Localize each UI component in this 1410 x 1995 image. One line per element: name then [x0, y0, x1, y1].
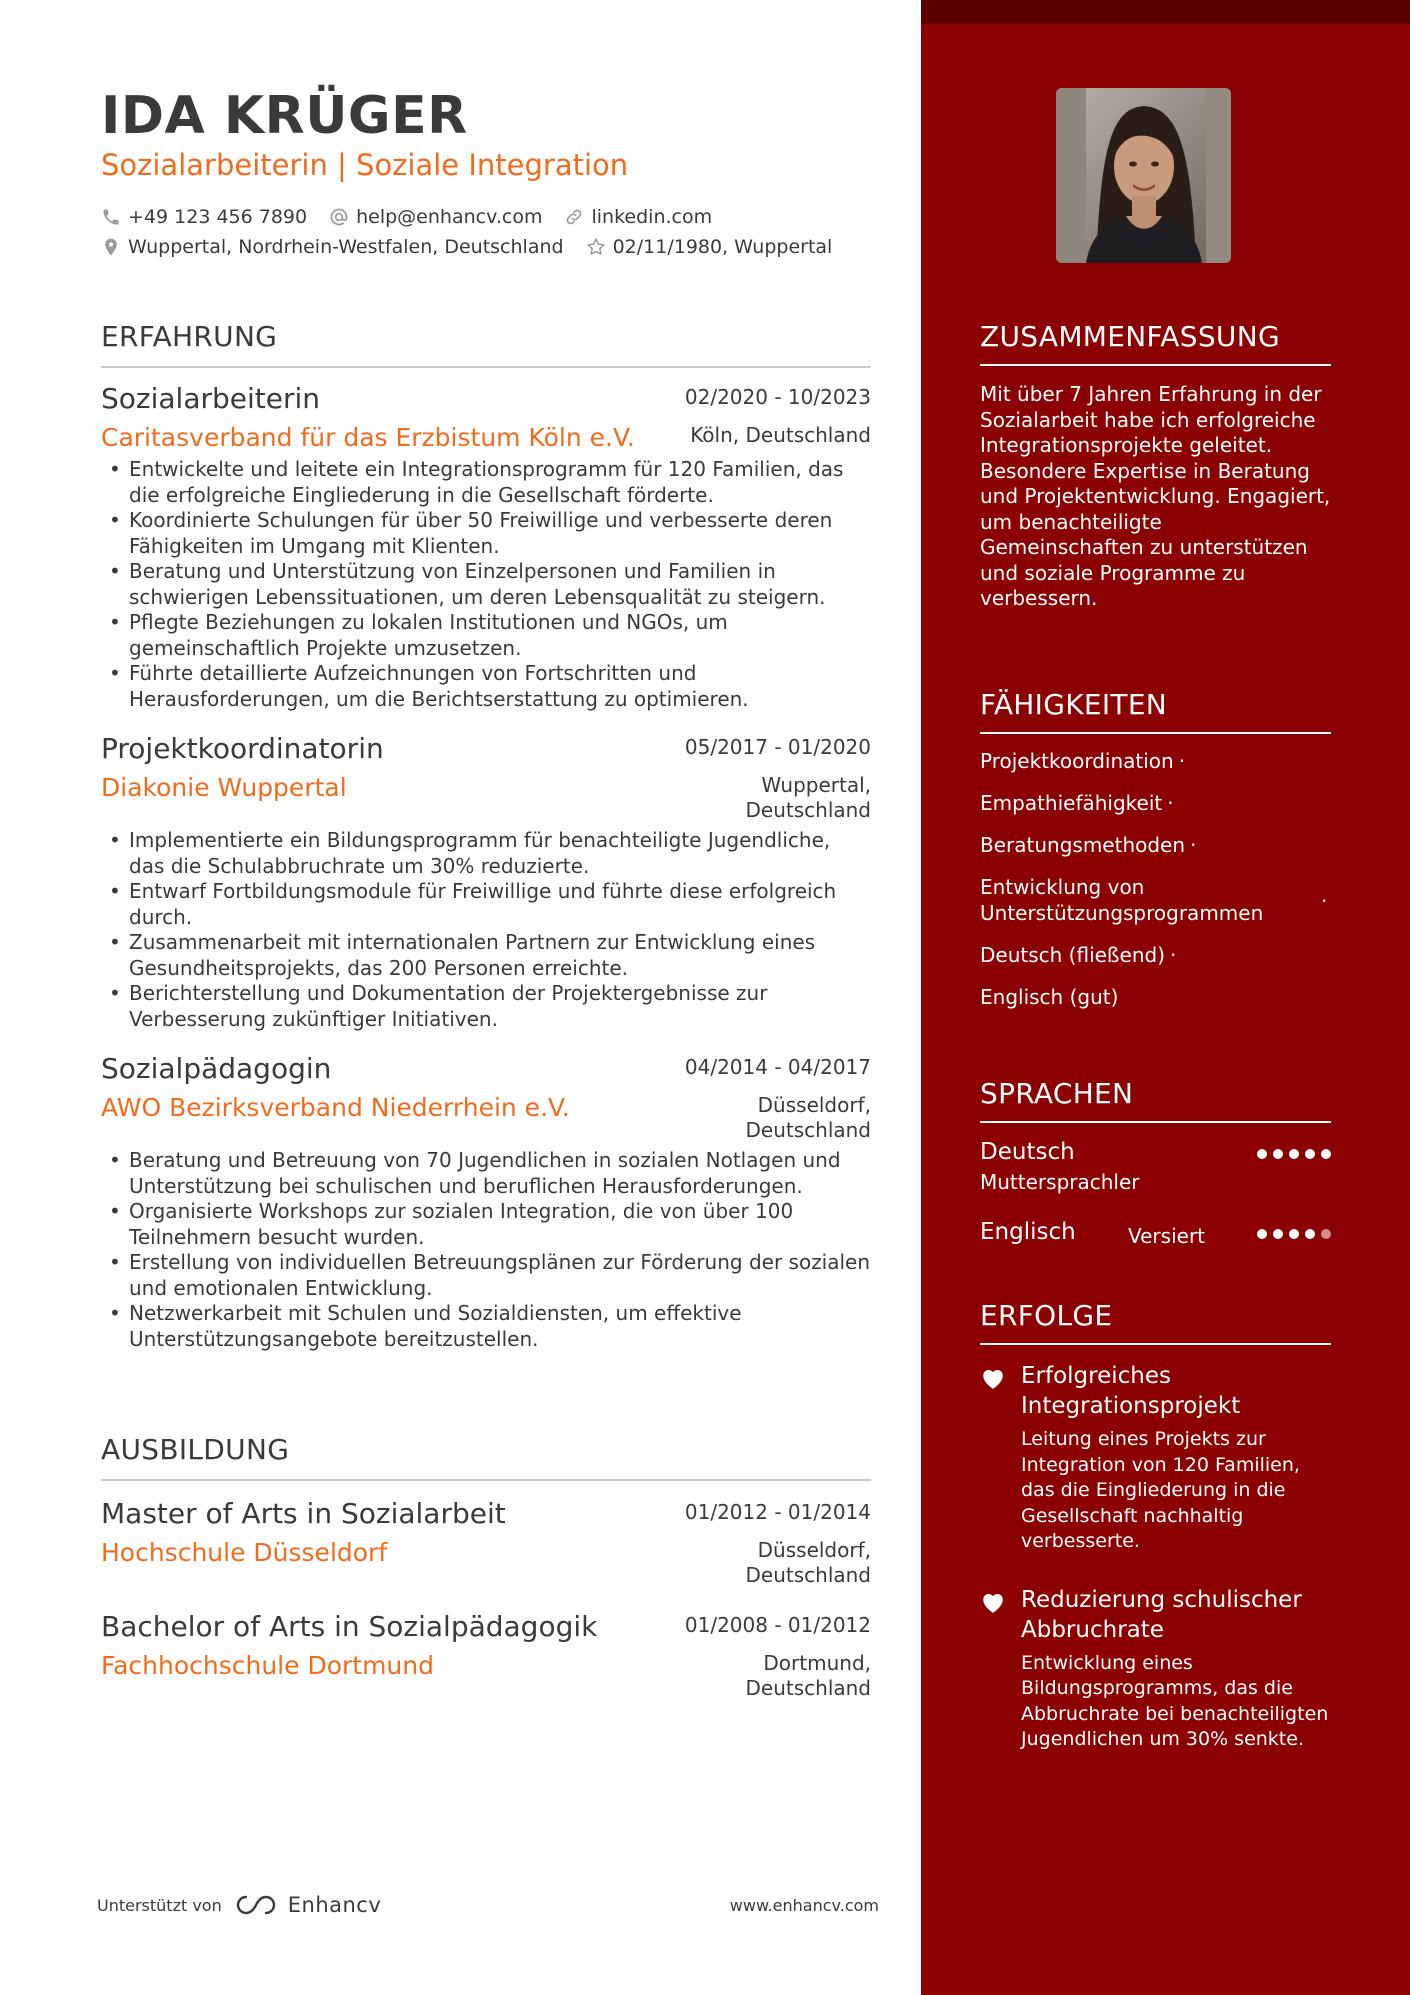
job-bullets	[101, 828, 871, 1032]
rating-dot-filled	[1289, 1149, 1299, 1159]
skill-label: Deutsch (fließend)	[980, 943, 1166, 967]
skill-label: Empathiefähigkeit	[980, 791, 1163, 815]
powered-by-text: Unterstützt von	[97, 1895, 222, 1915]
language-name: Englisch	[980, 1219, 1076, 1245]
language-rating	[1251, 1229, 1331, 1239]
edu-dates: 01/2008 - 01/2012	[684, 1613, 871, 1637]
rating-dot-filled	[1305, 1149, 1315, 1159]
job-role: Projektkoordinatorin	[101, 732, 384, 765]
school: Hochschule Düsseldorf	[101, 1538, 388, 1567]
language-level: Versiert	[1128, 1224, 1206, 1248]
profile-photo	[1056, 88, 1231, 263]
skill-item	[980, 942, 1331, 968]
job-organization: Caritasverband für das Erzbistum Köln e.V.	[101, 423, 635, 452]
bullet-item: • Entwickelte und leitete ein Integrationsprogramm für 120 Familien, das die erfolgreiche Eingliederung in die Gesellschaft förderte.	[101, 457, 871, 508]
rating-dot-empty	[1321, 1229, 1331, 1239]
education-entry	[101, 1497, 871, 1588]
skill-label: Englisch (gut)	[980, 985, 1119, 1009]
skill-item	[980, 984, 1331, 1010]
enhancv-logo-icon	[232, 1893, 280, 1917]
skill-item	[980, 874, 1328, 926]
experience-entry	[101, 1052, 871, 1352]
job-role: Sozialpädagogin	[101, 1052, 332, 1085]
degree: Master of Arts in Sozialarbeit	[101, 1497, 506, 1530]
language-level: Muttersprachler	[980, 1170, 1140, 1194]
experience-entry	[101, 732, 871, 1032]
star-icon	[586, 237, 606, 257]
bullet-item: • Berichterstellung und Dokumentation der Projektergebnisse zur Verbesserung zukünftiger Initiativen.	[101, 981, 871, 1032]
summary-heading: ZUSAMMENFASSUNG	[980, 320, 1331, 366]
contact-info	[101, 202, 854, 262]
rating-dot-filled	[1305, 1229, 1315, 1239]
skill-separator: ·	[1190, 833, 1197, 857]
skill-separator: ·	[1170, 943, 1177, 967]
language-name: Deutsch	[980, 1139, 1075, 1165]
sidebar	[921, 0, 1410, 1995]
rating-dot-filled	[1257, 1149, 1267, 1159]
achievement-desc: Leitung eines Projekts zur Integration von 120 Familien, das die Eingliederung in die Gesellschaft nachhaltig verbesserte.	[1021, 1428, 1300, 1552]
heart-icon	[980, 1590, 1006, 1614]
job-location: Düsseldorf, Deutschland	[745, 1093, 871, 1142]
bullet-item: • Erstellung von individuellen Betreuungsplänen zur Förderung der sozialen und emotionalen Entwicklung.	[101, 1250, 871, 1301]
location-pin-icon	[101, 237, 121, 257]
job-location: Köln, Deutschland	[690, 423, 871, 447]
linkedin-text: linkedin.com	[591, 206, 713, 228]
skills-list	[980, 748, 1331, 1010]
language-item	[980, 1139, 1331, 1219]
bullet-item: • Pflegte Beziehungen zu lokalen Institutionen und NGOs, um gemeinschaftlich Projekte umzusetzen.	[101, 610, 871, 661]
rating-dot-filled	[1289, 1229, 1299, 1239]
skill-label: Projektkoordination	[980, 749, 1174, 773]
birth-text: 02/11/1980, Wuppertal	[612, 236, 833, 258]
achievement-title: Erfolgreiches Integrationsprojekt	[1021, 1363, 1241, 1419]
candidate-title: Sozialarbeiterin | Soziale Integration	[101, 148, 629, 182]
bullet-item: • Entwarf Fortbildungsmodule für Freiwillige und führte diese erfolgreich durch.	[101, 879, 871, 930]
achievements-section	[980, 1299, 1331, 1753]
education-heading: AUSBILDUNG	[101, 1433, 871, 1481]
rating-dot-filled	[1273, 1229, 1283, 1239]
achievements-heading: ERFOLGE	[980, 1299, 1331, 1345]
bullet-item: • Führte detaillierte Aufzeichnungen von Fortschritten und Herausforderungen, um die Berichtserstattung zu optimieren.	[101, 661, 871, 712]
location-text: Wuppertal, Nordrhein-Westfalen, Deutschland	[128, 236, 564, 258]
at-icon	[329, 207, 349, 227]
candidate-name: IDA KRÜGER	[101, 86, 468, 146]
experience-entry	[101, 382, 871, 712]
bullet-item: • Koordinierte Schulungen für über 50 Freiwillige und verbesserte deren Fähigkeiten im Umgang mit Klienten.	[101, 508, 871, 559]
edu-location: Düsseldorf, Deutschland	[745, 1538, 871, 1587]
job-dates: 02/2020 - 10/2023	[684, 385, 871, 409]
job-dates: 04/2014 - 04/2017	[684, 1055, 871, 1079]
languages-section	[980, 1077, 1331, 1279]
skills-heading: FÄHIGKEITEN	[980, 688, 1331, 734]
job-organization: AWO Bezirksverband Niederrhein e.V.	[101, 1093, 570, 1122]
email-text: help@enhancv.com	[356, 206, 543, 228]
bullet-item: • Organisierte Workshops zur sozialen Integration, die von über 100 Teilnehmern besucht wurden.	[101, 1199, 871, 1250]
contact-birth	[586, 236, 833, 258]
skills-section	[980, 688, 1331, 1026]
languages-heading: SPRACHEN	[980, 1077, 1331, 1123]
edu-dates: 01/2012 - 01/2014	[684, 1500, 871, 1524]
powered-by	[97, 1893, 381, 1917]
contact-linkedin[interactable]	[564, 206, 712, 228]
skill-separator: ·	[1167, 791, 1174, 815]
job-location: Wuppertal, Deutschland	[745, 773, 871, 822]
experience-heading: ERFAHRUNG	[101, 320, 871, 368]
skill-separator: ·	[1178, 749, 1186, 773]
bullet-item: • Netzwerkarbeit mit Schulen und Sozialdiensten, um effektive Unterstützungsangebote bereitzustellen.	[101, 1301, 871, 1352]
job-role: Sozialarbeiterin	[101, 382, 321, 415]
rating-dot-filled	[1273, 1149, 1283, 1159]
profile-portrait	[1056, 88, 1231, 263]
skill-label: Beratungsmethoden	[980, 833, 1186, 857]
achievement-title: Reduzierung schulischer Abbruchrate	[1021, 1586, 1302, 1643]
skill-separator: ·	[1321, 889, 1328, 913]
summary-section	[980, 320, 1331, 612]
contact-location	[101, 236, 564, 258]
skill-item	[980, 832, 1331, 858]
bullet-item: • Implementierte ein Bildungsprogramm für benachteiligte Jugendliche, das die Schulabbruchrate um 30% reduzierte.	[101, 828, 871, 879]
edu-location: Dortmund, Deutschland	[745, 1651, 871, 1700]
bullet-item: • Beratung und Betreuung von 70 Jugendlichen in sozialen Notlagen und Unterstützung bei schulischen und beruflichen Herausforderungen.	[101, 1148, 871, 1199]
degree: Bachelor of Arts in Sozialpädagogik	[101, 1610, 598, 1643]
skill-label: Entwicklung von Unterstützungsprogrammen	[980, 875, 1264, 925]
job-bullets	[101, 457, 871, 712]
experience-section	[101, 320, 871, 1352]
skill-item	[980, 790, 1331, 816]
job-dates: 05/2017 - 01/2020	[684, 735, 871, 759]
contact-email[interactable]	[329, 206, 542, 228]
phone-icon	[101, 207, 121, 227]
brand-name: Enhancv	[287, 1893, 382, 1917]
phone-text: +49 123 456 7890	[128, 206, 308, 228]
rating-dot-filled	[1257, 1229, 1267, 1239]
heart-icon	[980, 1366, 1006, 1390]
bullet-item: • Zusammenarbeit mit internationalen Partnern zur Entwicklung eines Gesundheitsprojekts, das 200 Personen erreichte.	[101, 930, 871, 981]
school: Fachhochschule Dortmund	[101, 1651, 434, 1680]
footer	[97, 1893, 879, 1917]
skill-item	[980, 748, 1331, 774]
job-bullets	[101, 1148, 871, 1352]
education-section	[101, 1433, 871, 1701]
rating-dot-filled	[1321, 1149, 1331, 1159]
achievement-desc: Entwicklung eines Bildungsprogramms, das die Abbruchrate bei benachteiligten Jugendlichen um 30% senkte.	[1021, 1651, 1329, 1750]
education-entry	[101, 1610, 871, 1701]
link-icon	[564, 207, 584, 227]
language-rating	[1251, 1149, 1331, 1159]
contact-phone[interactable]	[101, 206, 307, 228]
footer-url[interactable]: www.enhancv.com	[729, 1895, 879, 1915]
summary-text: Mit über 7 Jahren Erfahrung in der Sozialarbeit habe ich erfolgreiche Integrationsprojekte geleitet. Besondere Expertise in Beratung und Projektentwicklung. Engagiert, um benachteiligte Gemeinschaften zu unterstützen und soziale Programme zu verbessern.	[980, 382, 1331, 610]
language-item	[980, 1219, 1331, 1279]
sidebar-top-band	[921, 0, 1410, 24]
job-organization: Diakonie Wuppertal	[101, 773, 347, 802]
achievement-item	[980, 1361, 1331, 1555]
achievement-item	[980, 1585, 1331, 1753]
bullet-item: • Beratung und Unterstützung von Einzelpersonen und Familien in schwierigen Lebenssituationen, um deren Lebensqualität zu steigern.	[101, 559, 871, 610]
